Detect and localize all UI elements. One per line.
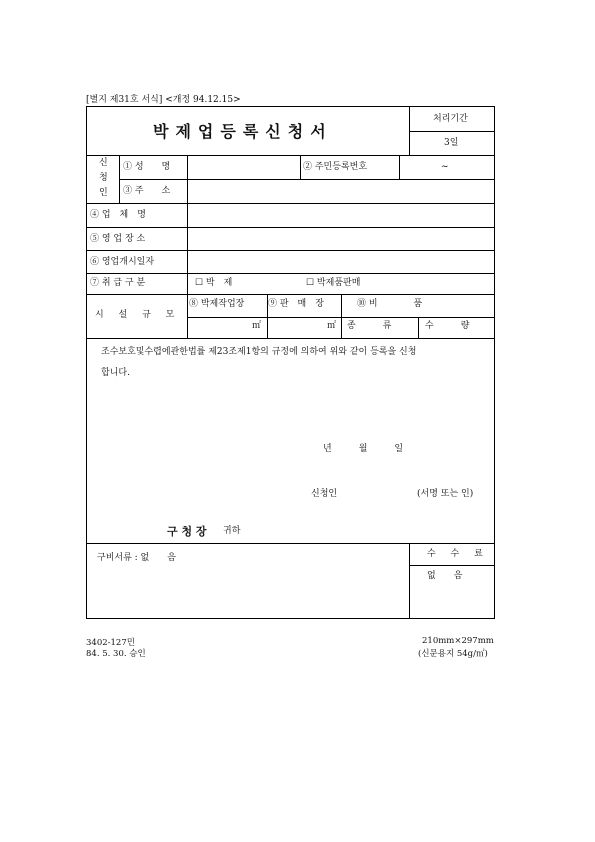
divider — [87, 227, 494, 228]
divider — [87, 250, 494, 251]
form-header: [별지 제31호 서식] <개정 94.12.15> — [86, 95, 241, 105]
divider — [119, 155, 120, 203]
applicant-label-3: 인 — [99, 188, 108, 198]
form-title: 박제업등록신청서 — [153, 122, 333, 141]
paper-size: 210mm×297mm — [422, 636, 494, 646]
paper-type: (신문용지 54g/㎡) — [418, 649, 488, 659]
business-start-label: ⑥ 영업개시일자 — [90, 257, 155, 267]
form-code: 3402-127민 — [86, 638, 135, 648]
divider — [87, 294, 494, 295]
workshop-unit: ㎡ — [252, 321, 262, 331]
fee-label: 수 수 료 — [427, 549, 489, 559]
divider — [87, 338, 494, 339]
workshop-label: ⑧ 박제작업장 — [189, 299, 245, 309]
recipient: 구 청 장 — [167, 525, 207, 538]
facility-label: 시 설 규 모 — [95, 310, 181, 320]
fee-value: 없 음 — [427, 571, 463, 581]
request-text-line2: 합니다. — [101, 368, 130, 378]
rrn-label: ② 주민등록번호 — [303, 162, 368, 172]
request-text-line1: 조수보호및수렵에관한법률 제23조제1항의 규정에 의하여 위와 같이 등록을 신청 — [101, 347, 417, 357]
recipient-suffix: 귀하 — [223, 526, 241, 536]
processing-label: 처리기간 — [433, 114, 468, 124]
divider — [119, 179, 494, 180]
required-docs: 구비서류 : 없 음 — [97, 553, 176, 563]
rrn-separator: ~ — [441, 162, 449, 172]
quantity-label: 수 량 — [425, 321, 470, 331]
divider — [87, 203, 494, 204]
processing-value: 3일 — [444, 138, 459, 148]
applicant-sign-label: 신청인 — [311, 489, 338, 499]
name-label: ① 성 명 — [123, 162, 171, 172]
divider — [409, 565, 494, 566]
company-name-label: ④ 업 체 명 — [90, 210, 146, 220]
stock-label: ⑩ 비 품 — [357, 299, 423, 309]
signature-note: (서명 또는 인) — [417, 489, 474, 499]
handling-type-label: ⑦ 취 급 구 분 — [90, 278, 146, 288]
divider — [187, 155, 188, 338]
divider — [409, 107, 410, 155]
divider — [418, 317, 419, 338]
date-line: 년 월 일 — [323, 444, 404, 454]
applicant-label-1: 신 — [99, 158, 108, 168]
divider — [87, 273, 494, 274]
address-label: ③ 주 소 — [123, 186, 171, 196]
divider — [87, 543, 494, 544]
business-place-label: ⑤ 영 업 장 소 — [90, 234, 146, 244]
divider — [87, 155, 494, 156]
option-stuffing-checkbox[interactable]: ☐ 박 제 — [195, 278, 233, 288]
option-sales-checkbox[interactable]: ☐ 박제품판매 — [306, 278, 361, 288]
sales-place-label: ⑨ 판 매 장 — [268, 299, 324, 309]
divider — [409, 543, 410, 618]
kind-label: 종 류 — [347, 321, 392, 331]
divider — [409, 131, 494, 132]
sales-place-unit: ㎡ — [327, 321, 337, 331]
divider — [341, 294, 342, 338]
approval-date: 84. 5. 30. 승인 — [86, 649, 146, 659]
divider — [300, 155, 301, 179]
application-form — [86, 106, 495, 619]
divider — [399, 155, 400, 179]
applicant-label-2: 청 — [99, 173, 108, 183]
